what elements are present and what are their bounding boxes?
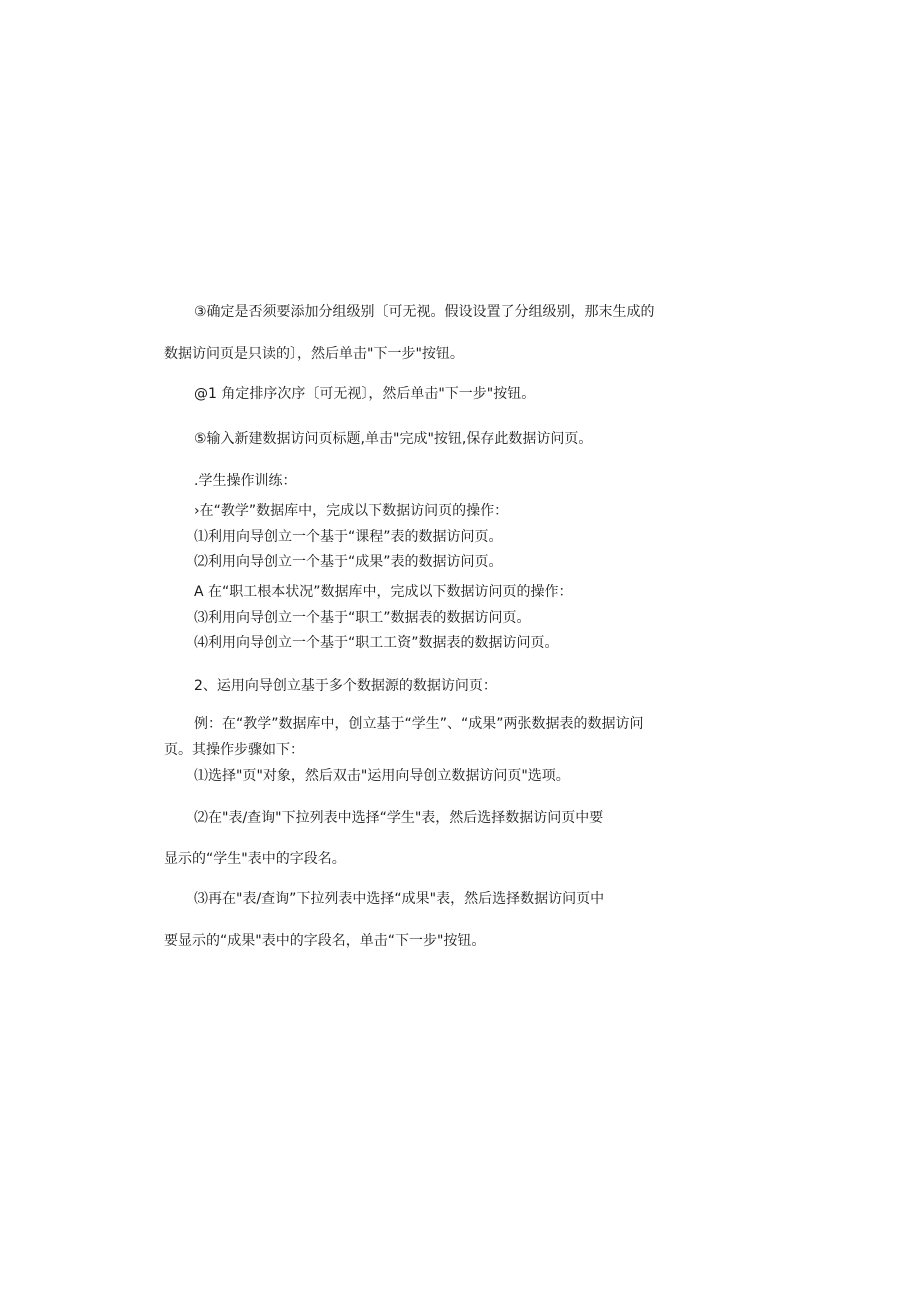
text-line: 例：在“教学”数据库中，创立基于“学生”、“成果”两张数据表的数据访问	[194, 716, 644, 732]
text-line: .学生操作训练：	[194, 473, 297, 489]
text-line: ›在“教学”数据库中，完成以下数据访问页的操作：	[194, 503, 509, 519]
text-line: ⑤输入新建数据访问页标题,单击"完成"按钮,保存此数据访问页。	[194, 431, 593, 447]
text-line: 数据访问页是只读的〕，然后单击"下一步"按钮。	[164, 346, 464, 362]
text-line: ⑵在"表/查询"下拉列表中选择“学生"表，然后选择数据访问页中要	[194, 810, 604, 826]
text-line: ⑵利用向导创立一个基于“成果”表的数据访问页。	[194, 554, 503, 570]
text-line: 显示的“学生"表中的字段名。	[164, 851, 346, 867]
text-line: ⑶再在"表/查询”下拉列表中选择“成果"表，然后选择数据访问页中	[194, 891, 605, 907]
text-line: @1 角定排序次序〔可无视〕，然后单击"下一步"按钮。	[194, 386, 536, 402]
text-line: ③确定是否须要添加分组级别〔可无视。假设设置了分组级别，那末生成的	[194, 304, 655, 320]
text-line: ⑷利用向导创立一个基于“职工工资”数据表的数据访问页。	[194, 635, 559, 651]
text-line: ⑴利用向导创立一个基于“课程”表的数据访问页。	[194, 529, 503, 545]
text-line: 页。其操作步骤如下：	[164, 742, 304, 758]
text-line: ⑶利用向导创立一个基于“职工”数据表的数据访问页。	[194, 610, 531, 626]
text-line: 2、运用向导创立基于多个数据源的数据访问页：	[194, 678, 497, 694]
text-line: A 在“职工根本状况”数据库中，完成以下数据访问页的操作：	[194, 584, 573, 600]
text-line: ⑴选择"页"对象，然后双击"运用向导创立数据访问页"选项。	[194, 768, 570, 784]
text-line: 要显示的“成果"表中的字段名，单击“下一步"按钮。	[164, 933, 486, 949]
